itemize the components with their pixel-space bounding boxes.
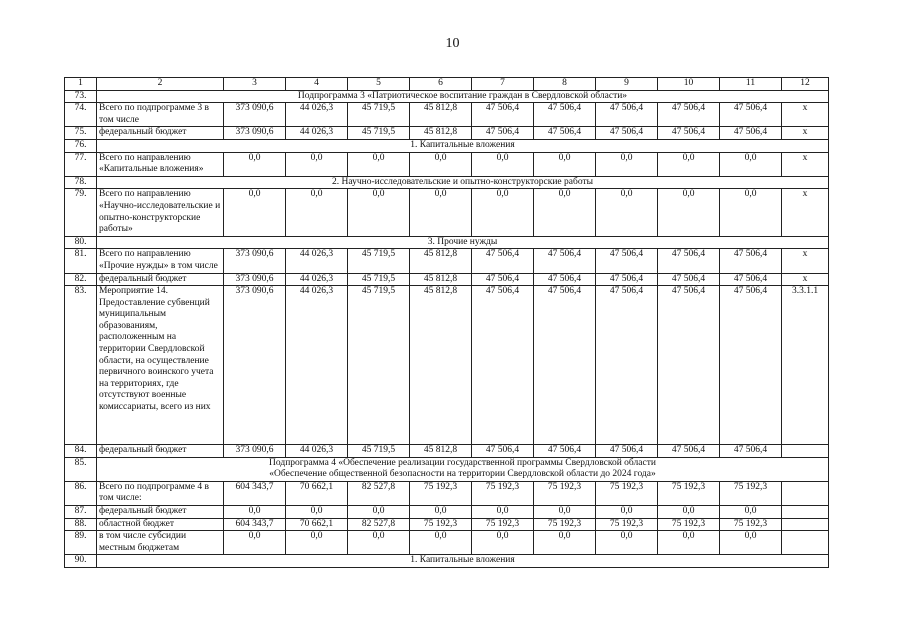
row-number: 83.	[65, 286, 97, 445]
value-cell: 47 506,4	[658, 273, 720, 286]
row-name: Всего по направлению «Прочие нужды» в том числе	[97, 249, 224, 273]
value-cell: 75 192,3	[534, 481, 596, 505]
reference-cell: x	[782, 127, 829, 140]
value-cell: 45 719,5	[348, 445, 410, 458]
row-number: 89.	[65, 531, 97, 555]
row-number: 74.	[65, 103, 97, 127]
value-cell: 47 506,4	[658, 286, 720, 445]
value-cell: 0,0	[534, 152, 596, 176]
reference-cell	[782, 518, 829, 531]
reference-cell: 3.3.1.1	[782, 286, 829, 445]
section-row	[65, 90, 829, 103]
value-cell: 47 506,4	[596, 127, 658, 140]
row-number: 73.	[65, 90, 97, 103]
value-cell: 0,0	[472, 531, 534, 555]
header-cell: 8	[534, 78, 596, 91]
value-cell: 47 506,4	[596, 249, 658, 273]
row-number: 75.	[65, 127, 97, 140]
value-cell: 0,0	[720, 506, 782, 519]
value-cell: 44 026,3	[286, 273, 348, 286]
header-cell: 4	[286, 78, 348, 91]
value-cell: 47 506,4	[658, 445, 720, 458]
row-number: 90.	[65, 555, 97, 568]
value-cell: 373 090,6	[224, 249, 286, 273]
value-cell: 373 090,6	[224, 127, 286, 140]
value-cell: 47 506,4	[472, 286, 534, 445]
row-name: Мероприятие 14. Предоставление субвенций муниципальным образованиям, расположенным на территории Свердловской области, на осуществление первичного воинского учета на территориях, где отсутствуют военные комиссариаты, всего из них	[97, 286, 224, 445]
reference-cell	[782, 506, 829, 519]
value-cell: 0,0	[472, 152, 534, 176]
value-cell: 47 506,4	[472, 103, 534, 127]
header-cell: 12	[782, 78, 829, 91]
header-cell: 1	[65, 78, 97, 91]
table-row	[65, 189, 829, 236]
section-title: 1. Капитальные вложения	[97, 139, 829, 152]
table-row	[65, 286, 829, 445]
value-cell: 0,0	[286, 189, 348, 236]
value-cell: 47 506,4	[596, 445, 658, 458]
header-cell: 5	[348, 78, 410, 91]
row-number: 78.	[65, 176, 97, 189]
value-cell: 47 506,4	[472, 445, 534, 458]
reference-cell: x	[782, 249, 829, 273]
value-cell: 0,0	[658, 152, 720, 176]
section-title: 2. Научно-исследовательские и опытно-конструкторские работы	[97, 176, 829, 189]
value-cell: 44 026,3	[286, 445, 348, 458]
value-cell: 0,0	[348, 531, 410, 555]
reference-cell: x	[782, 103, 829, 127]
value-cell: 0,0	[286, 531, 348, 555]
value-cell: 47 506,4	[596, 103, 658, 127]
value-cell: 0,0	[596, 506, 658, 519]
value-cell: 75 192,3	[410, 481, 472, 505]
section-row	[65, 139, 829, 152]
value-cell: 0,0	[410, 506, 472, 519]
section-title: Подпрограмма 3 «Патриотическое воспитание граждан в Свердловской области»	[97, 90, 829, 103]
row-number: 85.	[65, 457, 97, 481]
row-name: Всего по направлению «Научно-исследовательские и опытно-конструкторские работы»	[97, 189, 224, 236]
value-cell: 0,0	[286, 506, 348, 519]
table-row	[65, 481, 829, 505]
row-number: 80.	[65, 236, 97, 249]
budget-table	[64, 77, 829, 568]
row-name: федеральный бюджет	[97, 506, 224, 519]
value-cell: 0,0	[720, 531, 782, 555]
value-cell: 44 026,3	[286, 286, 348, 445]
value-cell: 373 090,6	[224, 273, 286, 286]
value-cell: 47 506,4	[472, 273, 534, 286]
value-cell: 47 506,4	[534, 249, 596, 273]
value-cell: 0,0	[224, 152, 286, 176]
value-cell: 82 527,8	[348, 518, 410, 531]
value-cell: 47 506,4	[596, 286, 658, 445]
value-cell: 0,0	[596, 531, 658, 555]
column-number-row	[65, 78, 829, 91]
value-cell: 604 343,7	[224, 481, 286, 505]
header-cell: 6	[410, 78, 472, 91]
row-number: 76.	[65, 139, 97, 152]
value-cell: 0,0	[658, 506, 720, 519]
value-cell: 0,0	[596, 189, 658, 236]
table-row	[65, 531, 829, 555]
value-cell: 75 192,3	[534, 518, 596, 531]
value-cell: 0,0	[224, 506, 286, 519]
row-number: 88.	[65, 518, 97, 531]
value-cell: 44 026,3	[286, 127, 348, 140]
value-cell: 45 812,8	[410, 249, 472, 273]
value-cell: 75 192,3	[410, 518, 472, 531]
value-cell: 45 812,8	[410, 286, 472, 445]
header-cell: 10	[658, 78, 720, 91]
value-cell: 0,0	[658, 189, 720, 236]
value-cell: 0,0	[534, 506, 596, 519]
value-cell: 70 662,1	[286, 481, 348, 505]
value-cell: 47 506,4	[720, 103, 782, 127]
section-title-line: Подпрограмма 4 «Обеспечение реализации государственной программы Свердловской области	[269, 457, 656, 468]
section-title: 3. Прочие нужды	[97, 236, 829, 249]
header-cell: 2	[97, 78, 224, 91]
value-cell: 47 506,4	[534, 103, 596, 127]
table-row	[65, 152, 829, 176]
value-cell: 75 192,3	[658, 518, 720, 531]
value-cell: 75 192,3	[720, 481, 782, 505]
header-cell: 7	[472, 78, 534, 91]
section-row	[65, 236, 829, 249]
value-cell: 47 506,4	[720, 273, 782, 286]
header-cell: 3	[224, 78, 286, 91]
section-row	[65, 555, 829, 568]
value-cell: 45 719,5	[348, 103, 410, 127]
section-title-line: «Обеспечение общественной безопасности на территории Свердловской области до 2024 года»	[269, 469, 656, 480]
value-cell: 45 812,8	[410, 445, 472, 458]
value-cell: 44 026,3	[286, 103, 348, 127]
table-row	[65, 127, 829, 140]
header-cell: 11	[720, 78, 782, 91]
value-cell: 47 506,4	[472, 127, 534, 140]
value-cell: 45 719,5	[348, 273, 410, 286]
value-cell: 47 506,4	[720, 249, 782, 273]
value-cell: 47 506,4	[534, 445, 596, 458]
header-cell: 9	[596, 78, 658, 91]
value-cell: 75 192,3	[472, 518, 534, 531]
row-number: 86.	[65, 481, 97, 505]
page-number: 10	[445, 36, 460, 51]
value-cell: 45 812,8	[410, 127, 472, 140]
value-cell: 47 506,4	[720, 127, 782, 140]
table-row	[65, 518, 829, 531]
section-title	[97, 457, 829, 481]
reference-cell	[782, 481, 829, 505]
row-number: 84.	[65, 445, 97, 458]
row-name: Всего по направлению «Капитальные вложения»	[97, 152, 224, 176]
row-name: областной бюджет	[97, 518, 224, 531]
value-cell: 47 506,4	[658, 103, 720, 127]
value-cell: 47 506,4	[534, 286, 596, 445]
value-cell: 0,0	[658, 531, 720, 555]
value-cell: 0,0	[286, 152, 348, 176]
row-name: федеральный бюджет	[97, 127, 224, 140]
value-cell: 0,0	[348, 152, 410, 176]
section-title: 1. Капитальные вложения	[97, 555, 829, 568]
value-cell: 75 192,3	[596, 518, 658, 531]
value-cell: 45 719,5	[348, 127, 410, 140]
value-cell: 47 506,4	[534, 127, 596, 140]
value-cell: 47 506,4	[658, 249, 720, 273]
table-row	[65, 103, 829, 127]
value-cell: 0,0	[472, 189, 534, 236]
value-cell: 45 719,5	[348, 249, 410, 273]
value-cell: 373 090,6	[224, 445, 286, 458]
value-cell: 0,0	[720, 189, 782, 236]
value-cell: 0,0	[410, 531, 472, 555]
row-name: Всего по подпрограмме 4 в том числе:	[97, 481, 224, 505]
row-number: 81.	[65, 249, 97, 273]
reference-cell: x	[782, 152, 829, 176]
value-cell: 75 192,3	[472, 481, 534, 505]
value-cell: 0,0	[720, 152, 782, 176]
value-cell: 0,0	[596, 152, 658, 176]
reference-cell: x	[782, 273, 829, 286]
row-name: Всего по подпрограмме 3 в том числе	[97, 103, 224, 127]
row-number: 87.	[65, 506, 97, 519]
row-name: федеральный бюджет	[97, 273, 224, 286]
value-cell: 373 090,6	[224, 103, 286, 127]
table-row	[65, 249, 829, 273]
value-cell: 373 090,6	[224, 286, 286, 445]
row-number: 77.	[65, 152, 97, 176]
value-cell: 0,0	[224, 189, 286, 236]
table-row	[65, 273, 829, 286]
row-name: в том числе субсидии местным бюджетам	[97, 531, 224, 555]
value-cell: 0,0	[224, 531, 286, 555]
value-cell: 44 026,3	[286, 249, 348, 273]
value-cell: 45 812,8	[410, 273, 472, 286]
value-cell: 0,0	[410, 152, 472, 176]
value-cell: 0,0	[534, 189, 596, 236]
value-cell: 0,0	[472, 506, 534, 519]
value-cell: 47 506,4	[720, 286, 782, 445]
row-name: федеральный бюджет	[97, 445, 224, 458]
table-row	[65, 445, 829, 458]
section-row	[65, 176, 829, 189]
value-cell: 47 506,4	[472, 249, 534, 273]
reference-cell	[782, 445, 829, 458]
section-row	[65, 457, 829, 481]
value-cell: 0,0	[534, 531, 596, 555]
value-cell: 604 343,7	[224, 518, 286, 531]
reference-cell: x	[782, 189, 829, 236]
reference-cell	[782, 531, 829, 555]
value-cell: 0,0	[410, 189, 472, 236]
value-cell: 75 192,3	[720, 518, 782, 531]
value-cell: 70 662,1	[286, 518, 348, 531]
value-cell: 47 506,4	[534, 273, 596, 286]
value-cell: 45 719,5	[348, 286, 410, 445]
value-cell: 47 506,4	[720, 445, 782, 458]
row-number: 79.	[65, 189, 97, 236]
value-cell: 47 506,4	[658, 127, 720, 140]
row-number: 82.	[65, 273, 97, 286]
value-cell: 75 192,3	[658, 481, 720, 505]
value-cell: 45 812,8	[410, 103, 472, 127]
value-cell: 82 527,8	[348, 481, 410, 505]
table-row	[65, 506, 829, 519]
value-cell: 0,0	[348, 189, 410, 236]
value-cell: 75 192,3	[596, 481, 658, 505]
value-cell: 47 506,4	[596, 273, 658, 286]
value-cell: 0,0	[348, 506, 410, 519]
